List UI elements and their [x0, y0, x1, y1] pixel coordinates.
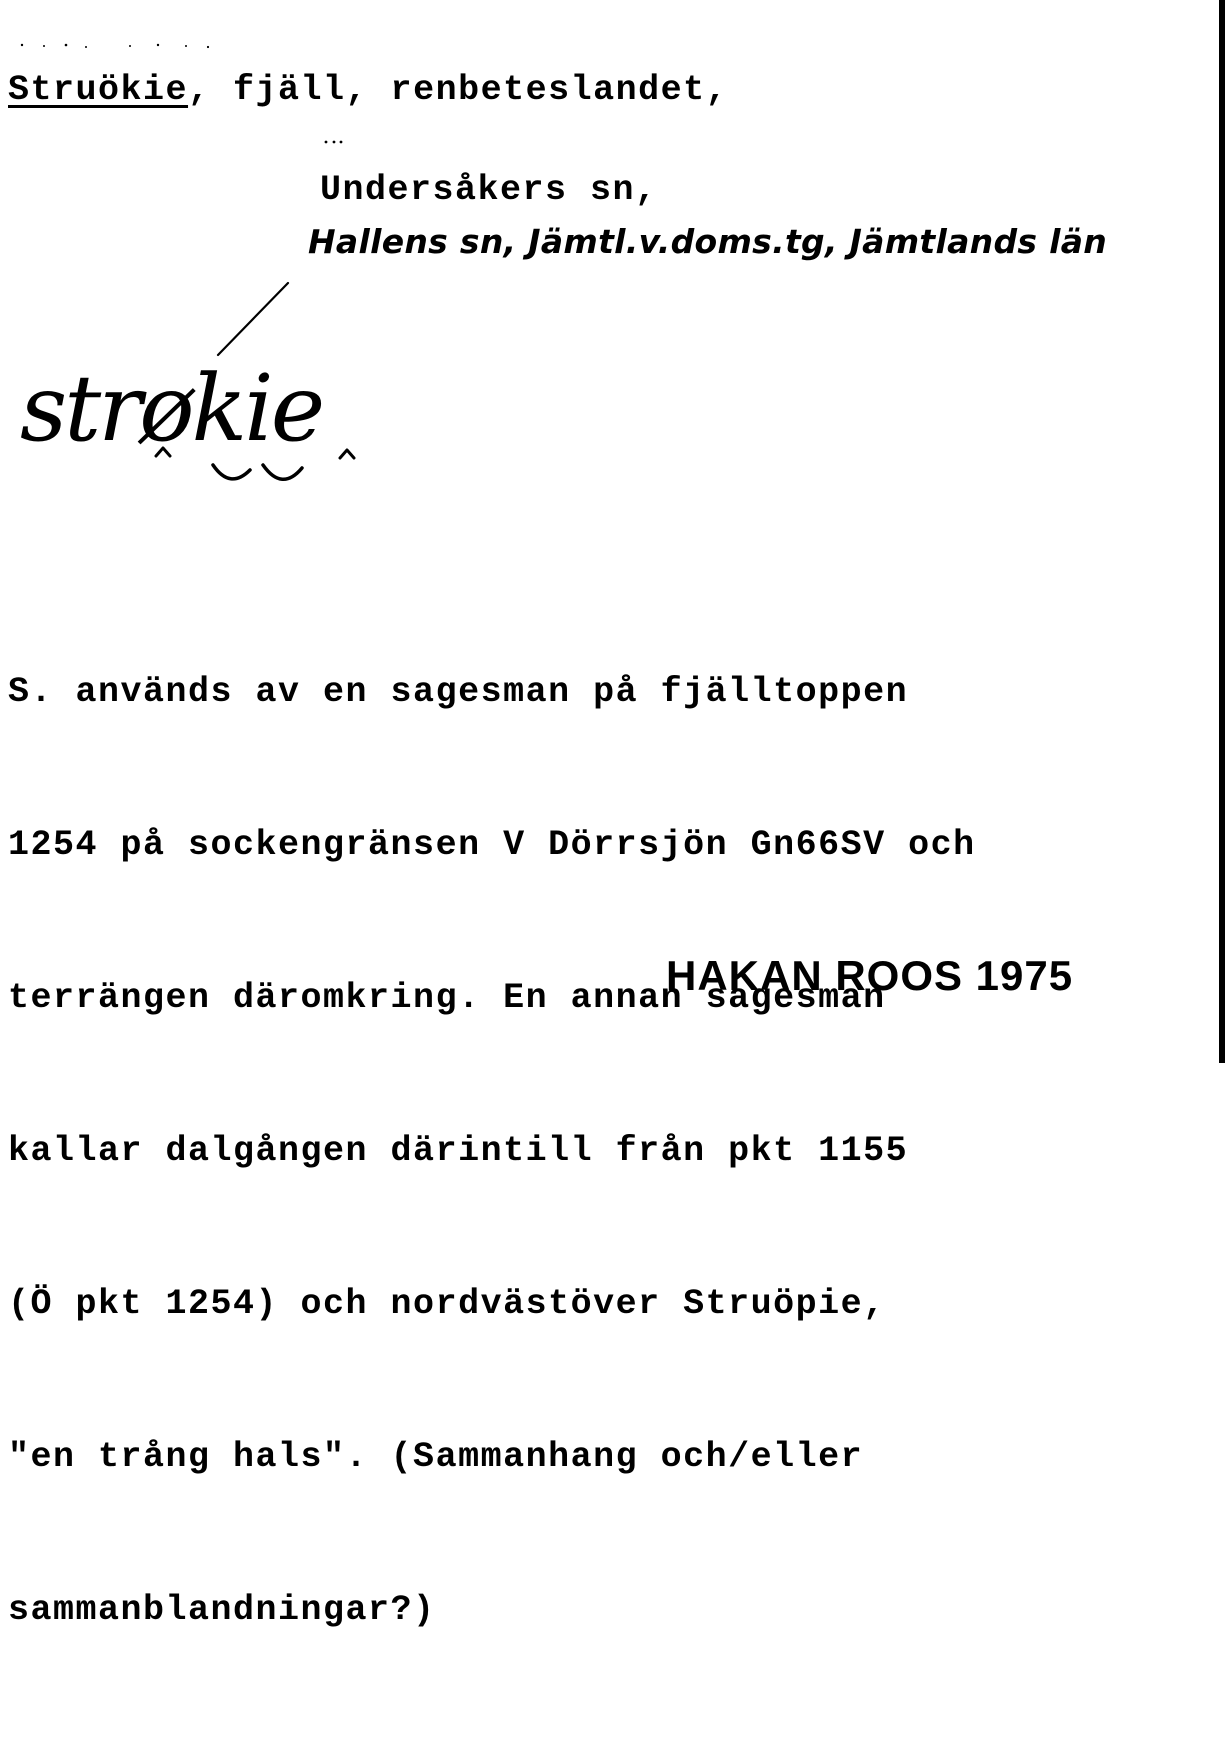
parish-stamp: Hallens sn, Jämtl.v.doms.tg, Jämtlands län	[308, 222, 1108, 261]
body-line: kallar dalgången därintill från pkt 1155	[8, 1131, 909, 1171]
svg-text:strøkie: strøkie	[20, 355, 323, 462]
body-line: sammanblandningar?)	[8, 1590, 436, 1630]
body-line: terrängen däromkring. En annan sagesman	[8, 978, 886, 1018]
heading-description: , fjäll, renbeteslandet,	[188, 70, 729, 110]
parish-line: Undersåkers sn,	[320, 170, 658, 210]
body-line: S. används av en sagesman på fjälltoppen	[8, 672, 909, 712]
card-edge	[1219, 0, 1225, 1063]
heading-line	[8, 70, 728, 110]
body-line: (Ö pkt 1254) och nordvästöver Struöpie,	[8, 1284, 886, 1324]
headword: Struökie	[8, 70, 189, 110]
signature: HAKAN ROOS 1975	[666, 952, 1074, 999]
body-line: "en trång hals". (Sammanhang och/eller	[8, 1437, 864, 1477]
diacritic-mark	[322, 138, 346, 146]
handwritten-pronunciation	[10, 280, 470, 500]
body-text	[8, 565, 976, 1738]
body-line: 1254 på sockengränsen V Dörrsjön Gn66SV och	[8, 825, 976, 865]
scan-specks	[18, 42, 218, 48]
